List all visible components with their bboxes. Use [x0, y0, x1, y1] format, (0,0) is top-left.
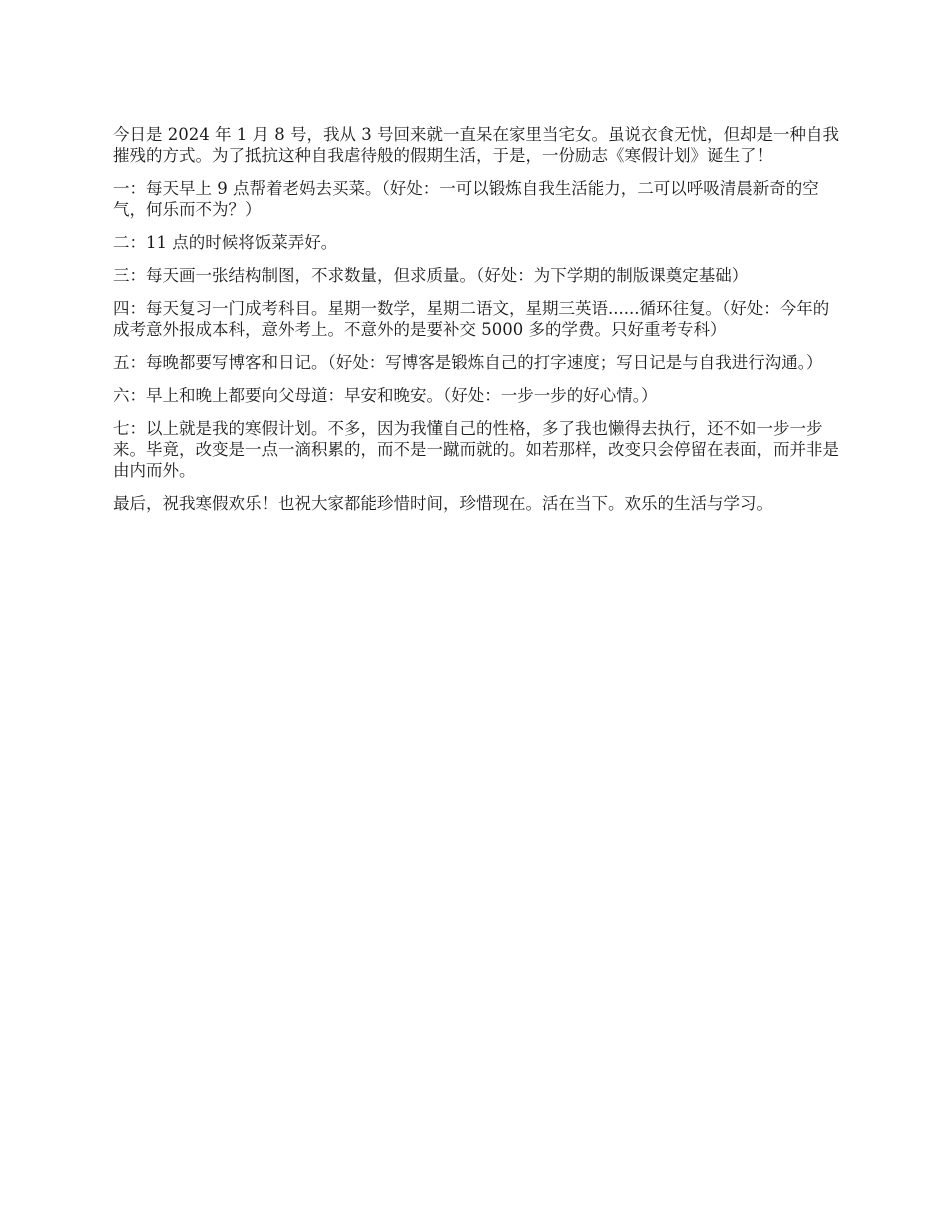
plan-item-6: 六：早上和晚上都要向父母道：早安和晚安。（好处：一步一步的好心情。） — [113, 386, 658, 405]
plan-item-5: 五：每晚都要写博客和日记。（好处：写博客是锻炼自己的打字速度；写日记是与自我进行沟通。） — [113, 353, 823, 372]
closing-paragraph: 最后，祝我寒假欢乐！也祝大家都能珍惜时间，珍惜现在。活在当下。欢乐的生活与学习。 — [113, 494, 773, 513]
plan-item-4: 四：每天复习一门成考科目。星期一数学，星期二语文，星期三英语......循环往复。（好处：今年的成考意外报成本科，意外考上。不意外的是要补交 5000 多的学费。只好重考专科） — [113, 299, 830, 339]
plan-item-1: 一：每天早上 9 点帮着老妈去买菜。（好处：一可以锻炼自我生活能力，二可以呼吸清晨新奇的空气，何乐而不为？） — [113, 179, 819, 219]
plan-item-7: 七：以上就是我的寒假计划。不多，因为我懂自己的性格，多了我也懒得去执行，还不如一步一步来。毕竟，改变是一点一滴积累的，而不是一蹴而就的。如若那样，改变只会停留在表面，而并非是由内而外。 — [113, 419, 839, 480]
plan-item-2: 二：11 点的时候将饭菜弄好。 — [113, 233, 338, 252]
intro-paragraph: 今日是 2024 年 1 月 8 号，我从 3 号回来就一直呆在家里当宅女。虽说衣食无忧，但却是一种自我摧残的方式。为了抵抗这种自我虐待般的假期生活，于是，一份励志《寒假计划》诞生了！ — [113, 125, 839, 165]
document-body — [113, 124, 841, 526]
plan-item-3: 三：每天画一张结构制图，不求数量，但求质量。（好处：为下学期的制版课奠定基础） — [113, 266, 749, 285]
